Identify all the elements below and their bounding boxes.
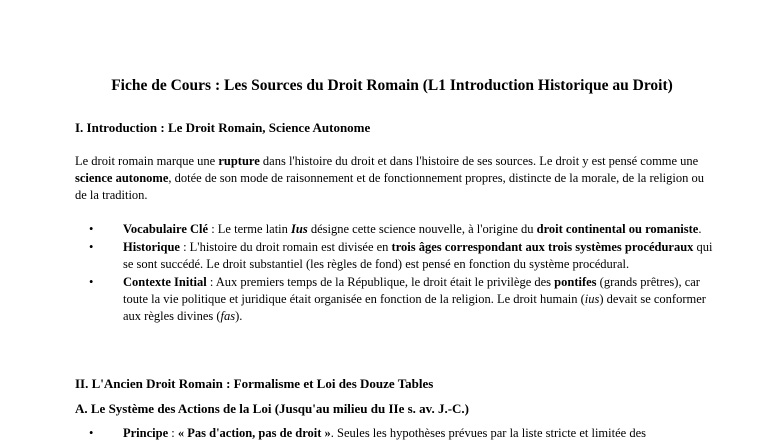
list-item-principe [75,425,715,442]
bullet-italic-fas: fas [220,309,236,323]
intro-text-2: dans l'histoire du droit et dans l'histoire de ses sources. Le droit y est pensé comme une [259,154,699,168]
bullet-label: Historique [123,240,180,254]
bullet-text: : Aux premiers temps de la République, le droit était le privilège des [206,275,555,289]
bullet-icon: • [89,426,94,440]
bullet-text: : Le terme latin [208,222,292,236]
bullet-text: désigne cette science nouvelle, à l'origine du [307,222,537,236]
bullet-bold-text: pontifes [554,275,597,289]
bullet-italic-ius: Ius [291,222,308,236]
bullet-text: . [698,222,702,236]
bullet-text: ). [235,309,243,323]
bullet-label: Principe [123,426,169,440]
section-heading-introduction: I. Introduction : Le Droit Romain, Science Autonome [75,120,371,135]
intro-text-3: , dotée de son mode de raisonnement et de fonctionnement propres, distincte de la morale, de la religion ou de la tradition. [75,171,704,202]
bullet-bold-text: « Pas d'action, pas de droit » [177,426,331,440]
list-item-contexte-initial [75,274,715,325]
intro-paragraph [75,153,715,204]
actions-bullet-list [75,425,715,442]
list-item-historique [75,239,715,273]
bullet-icon: • [89,240,94,254]
bullet-italic-ius: ius [584,292,600,306]
subsection-heading-actions-de-la-loi: A. Le Système des Actions de la Loi (Jusqu'au milieu du IIe s. av. J.-C.) [75,401,470,416]
intro-bold-science-autonome: science autonome [75,171,169,185]
bullet-text: . Seules les hypothèses prévues par la liste stricte et limitée des [330,426,646,440]
bullet-text: qui se sont succédé. Le droit substantiel (les règles de fond) est pensé en fonction du système procédural. [123,240,713,271]
bullet-label: Vocabulaire Clé [123,222,209,236]
section-heading-ancien-droit: II. L'Ancien Droit Romain : Formalisme et Loi des Douze Tables [75,376,434,391]
intro-text-1: Le droit romain marque une [75,154,219,168]
bullet-bold-text: trois âges correspondant aux trois systèmes procéduraux [391,240,694,254]
bullet-text: ) devait se conformer aux règles divines ( [123,292,706,323]
bullet-text: : L'histoire du droit romain est divisée en [179,240,392,254]
bullet-icon: • [89,222,94,236]
list-item-vocabulaire [75,221,715,238]
bullet-icon: • [89,275,94,289]
bullet-text: : [168,426,178,440]
intro-bold-rupture: rupture [218,154,260,168]
bullet-label: Contexte Initial [123,275,207,289]
bullet-bold-text: droit continental ou romaniste [536,222,699,236]
bullet-text: (grands prêtres), car toute la vie politique et juridique était organisée en fonction de la religion. Le droit humain ( [123,275,700,306]
introduction-bullet-list [75,221,715,326]
page-title: Fiche de Cours : Les Sources du Droit Romain (L1 Introduction Historique au Droit) [111,77,673,94]
